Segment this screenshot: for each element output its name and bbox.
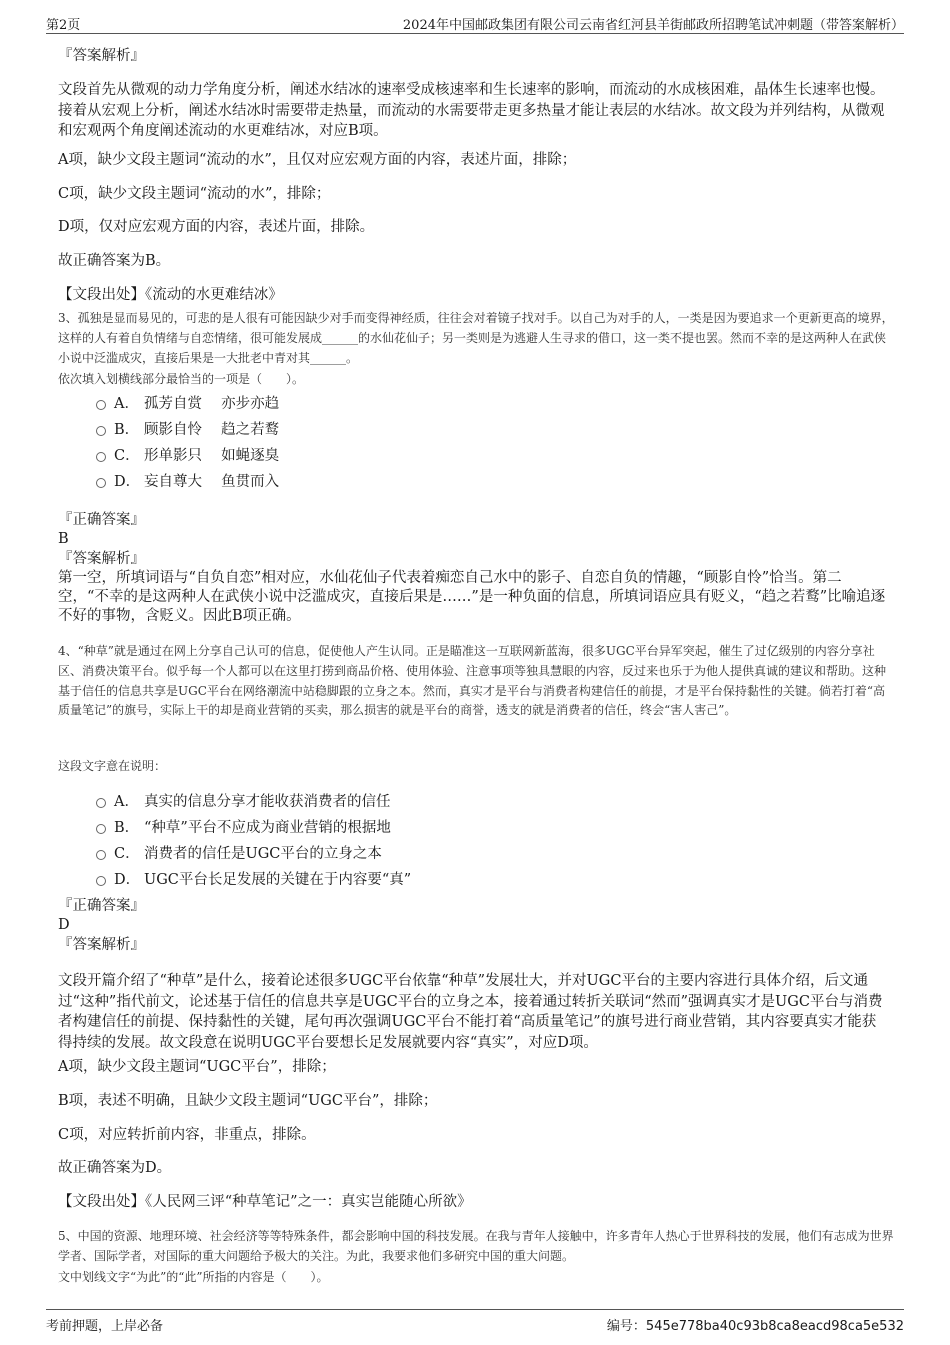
q2-source: 【文段出处】《流动的水更难结冰》: [58, 287, 283, 303]
q3-option-a[interactable]: A． 孤芳自赏 亦步亦趋: [96, 392, 279, 412]
radio-icon[interactable]: [96, 478, 106, 488]
q4-analysis-label: 『答案解析』: [58, 937, 145, 953]
q3-analysis-text: 第一空，所填词语与“自负自恋”相对应，水仙花仙子代表着痴恋自己水中的影子、自恋自负的情趣，“顾影自怜”恰当。第二空，“不幸的是这两种人在武侠小说中泛滥成灾，直接后果是……”是一种负面的信息，所填词语应具有贬义，“趋之若鹜”比喻追逐不好的事物，含贬义。因此B项正确。: [58, 570, 886, 624]
q3-analysis-label: 『答案解析』: [58, 551, 145, 567]
q3-answer: B: [58, 531, 69, 547]
q5-stem: 5、中国的资源、地理环境、社会经济等等特殊条件，都会影响中国的科技发展。在我与青年人接触中，许多青年人热心于世界科技的发展，他们有志成为世界学者、国际学者，对国际的重大问题给予极大的关注。为此，我要求他们多研究中国的重大问题。: [58, 1229, 894, 1263]
q2-conclusion: 故正确答案为B。: [58, 253, 171, 269]
radio-icon[interactable]: [96, 876, 106, 886]
q4-conclusion: 故正确答案为D。: [58, 1160, 172, 1176]
q3-option-d[interactable]: D． 妄自尊大 鱼贯而入: [96, 470, 279, 490]
q4-option-d[interactable]: D． UGC平台长足发展的关键在于内容要“真”: [96, 868, 411, 888]
radio-icon[interactable]: [96, 452, 106, 462]
page-number: 第2页: [46, 18, 81, 33]
q2-option-c-note: C项，缺少文段主题词“流动的水”，排除；: [58, 186, 331, 202]
q4-option-a-note: A项，缺少文段主题词“UGC平台”，排除；: [58, 1059, 336, 1075]
radio-icon[interactable]: [96, 426, 106, 436]
footer-code: 编号：545e778ba40c93b8ca8eacd98ca5e532: [606, 1319, 904, 1334]
q3-option-b[interactable]: B． 顾影自怜 趋之若鹜: [96, 418, 279, 438]
q4-prompt: 这段文字意在说明：: [58, 759, 167, 773]
q4-option-c[interactable]: C． 消费者的信任是UGC平台的立身之本: [96, 842, 382, 862]
q4-option-b[interactable]: B． “种草”平台不应成为商业营销的根据地: [96, 816, 391, 836]
q2-analysis-label: 『答案解析』: [58, 48, 145, 64]
radio-icon[interactable]: [96, 798, 106, 808]
q3-stem: 3、孤独是显而易见的，可悲的是人很有可能因缺少对手而变得神经质，往往会对着镜子找对手。以自己为对手的人，一类是因为要追求一个更新更高的境界，这样的人有着自负情绪与自恋情绪，很可能发展成______的水仙花仙子；另一类则是为逃避人生寻求的借口，这一类不提也罢。然而不幸的是这两种人在武侠小说中泛滥成灾，直接后果是一大批老中青对其______。: [58, 311, 894, 365]
q4-option-c-note: C项，对应转折前内容，非重点，排除。: [58, 1127, 316, 1143]
page-header: [46, 12, 904, 34]
radio-icon[interactable]: [96, 824, 106, 834]
q4-analysis-text: 文段开篇介绍了“种草”是什么，接着论述很多UGC平台依靠“种草”发展壮大，并对UGC平台的主要内容进行具体介绍，后文通过“这种”指代前文，论述基于信任的信息共享是UGC平台的立身之本，接着通过转折关联词“然而”强调真实才是UGC平台与消费者构建信任的前提、保持黏性的关键，尾句再次强调UGC平台不能打着“高质量笔记”的旗号进行商业营销，其内容要真实才能获得持续的发展。故文段意在说明UGC平台要想长足发展就要内容“真实”，对应D项。: [58, 973, 883, 1051]
q4-stem: 4、“种草”就是通过在网上分享自己认可的信息，促使他人产生认同。正是瞄准这一互联网新蓝海，很多UGC平台异军突起，催生了过亿级别的内容分享社区、消费决策平台。似乎每一个人都可以在这里打捞到商品价格、使用体验、注意事项等独具慧眼的内容，反过来也乐于为他人提供真诚的建议和帮助。这种基于信任的信息共享是UGC平台在网络潮流中站稳脚跟的立身之本。然而，真实才是平台与消费者构建信任的前提，才是平台保持黏性的关键。倘若打着“高质量笔记”的旗号，实际上干的却是商业营销的买卖，那么损害的就是平台的商誉，透支的就是消费者的信任，终会“害人害己”。: [58, 644, 887, 718]
q3-prompt: 依次填入划横线部分最恰当的一项是（ ）。: [58, 372, 305, 386]
footer-slogan: 考前押题，上岸必备: [46, 1319, 164, 1334]
q4-option-b-note: B项，表述不明确，且缺少文段主题词“UGC平台”，排除；: [58, 1093, 438, 1109]
q2-analysis-text: 文段首先从微观的动力学角度分析，阐述水结冰的速率受成核速率和生长速率的影响，而流动的水成核困难，晶体生长速率也慢。接着从宏观上分析，阐述水结冰时需要带走热量，而流动的水需要带走更多热量才能让表层的水结冰。故文段为并列结构，从微观和宏观两个角度阐述流动的水更难结冰，对应B项。: [58, 82, 885, 139]
q3-answer-label: 『正确答案』: [58, 512, 145, 528]
q2-option-d-note: D项，仅对应宏观方面的内容，表述片面，排除。: [58, 219, 375, 235]
q4-source: 【文段出处】《人民网三评“种草笔记”之一：真实岂能随心所欲》: [58, 1194, 472, 1210]
radio-icon[interactable]: [96, 400, 106, 410]
page-footer: [46, 1309, 904, 1335]
document-title: 2024年中国邮政集团有限公司云南省红河县羊街邮政所招聘笔试冲刺题（带答案解析）: [402, 18, 904, 33]
radio-icon[interactable]: [96, 850, 106, 860]
q4-option-a[interactable]: A． 真实的信息分享才能收获消费者的信任: [96, 790, 391, 810]
q4-answer: D: [58, 917, 70, 933]
q5-prompt: 文中划线文字“为此”的“此”所指的内容是（ ）。: [58, 1270, 329, 1284]
q3-option-c[interactable]: C． 形单影只 如蝇逐臭: [96, 444, 279, 464]
q2-option-a-note: A项，缺少文段主题词“流动的水”，且仅对应宏观方面的内容，表述片面，排除；: [58, 152, 577, 168]
q4-answer-label: 『正确答案』: [58, 898, 145, 914]
